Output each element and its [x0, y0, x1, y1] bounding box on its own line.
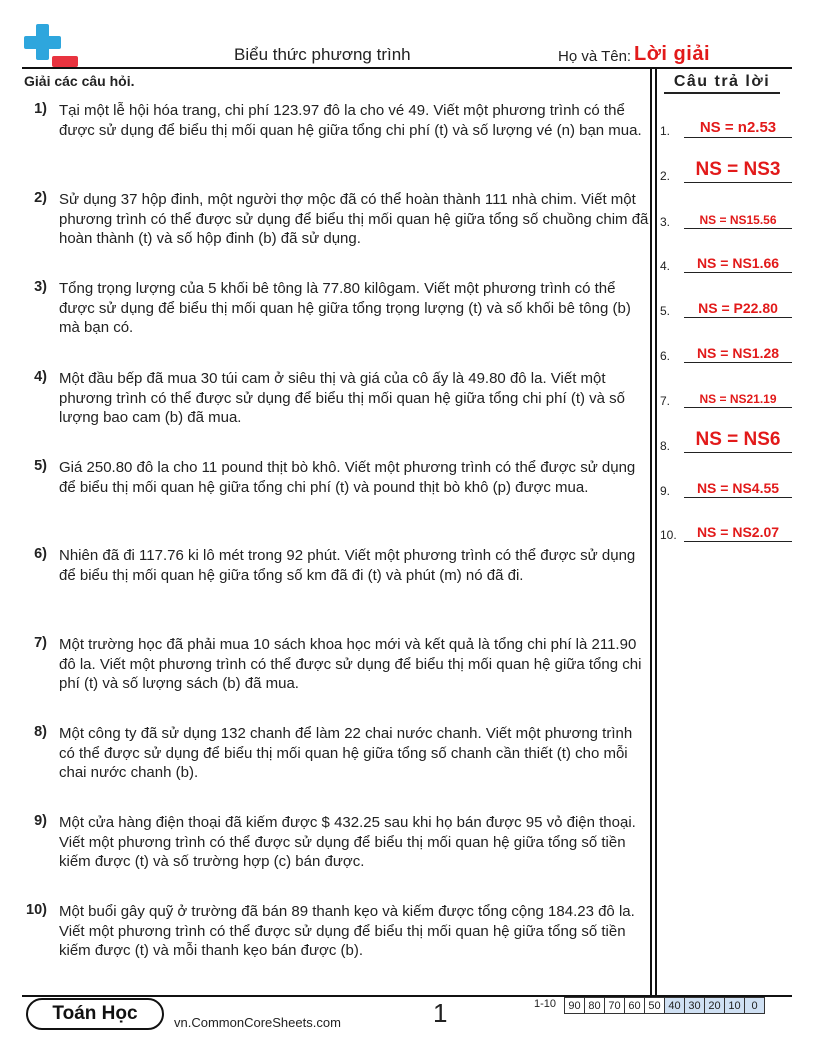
question-number: 2): [34, 190, 47, 206]
answer-text: NS = n2.53: [699, 119, 777, 136]
question-text: Một cửa hàng điện thoại đã kiếm được $ 432.25 sau khi họ bán được 95 vỏ điện thoại. Viết một phương trình có thể được sử dụng để biểu thị mối quan hệ giữa tổng số tiền kiếm được (t) và số trường hợp (c) bán được.: [59, 814, 636, 870]
answer-line: [684, 317, 792, 318]
question-number: 3): [34, 279, 47, 295]
answer-text: NS = P22.80: [698, 300, 778, 316]
website-url: vn.CommonCoreSheets.com: [174, 1015, 341, 1030]
answer-number: 9.: [660, 484, 671, 498]
answer-number: 4.: [660, 259, 671, 273]
score-cell: 90: [565, 998, 585, 1014]
question-text: Một buổi gây quỹ ở trường đã bán 89 thanh kẹo và kiếm được tổng cộng 184.23 đô la. Viết một phương trình có thể được sử dụng để biểu thị mối quan hệ giữa tổng số tiền kiếm được (t) và mỗi thanh kẹo bán được (b).: [59, 903, 635, 959]
logo: [22, 22, 80, 68]
answer-text: NS = NS1.66: [696, 255, 780, 271]
score-cell: 60: [625, 998, 645, 1014]
score-cell: 10: [725, 998, 745, 1014]
score-cell: 50: [645, 998, 665, 1014]
answer-number: 2.: [660, 169, 671, 183]
answer-text: NS = NS6: [695, 429, 781, 450]
answer-6: [660, 341, 792, 363]
score-label: 1-10: [534, 998, 557, 1010]
question-number: 6): [34, 546, 47, 562]
question-text: Nhiên đã đi 117.76 ki lô mét trong 92 phút. Viết một phương trình có thể được sử dụng để biểu thị mối quan hệ giữa tổng số km đã đi (t) và phút (m) nó đã đi.: [59, 547, 636, 584]
name-value: Lời giải: [634, 43, 711, 65]
answer-number: 8.: [660, 439, 671, 453]
answer-text: NS = NS1.28: [696, 345, 780, 361]
page-number: 1: [433, 998, 448, 1028]
top-rule: [22, 67, 792, 69]
answer-5: [660, 296, 792, 318]
question-text: Tổng trọng lượng của 5 khối bê tông là 77.80 kilôgam. Viết một phương trình có thể được sử dụng để biểu thị mối quan hệ giữa tổng trọng lượng (t) và số khối bê tông (b) mà bạn có.: [59, 280, 631, 336]
answers-header: Câu trả lời: [664, 73, 780, 94]
question-number: 5): [34, 458, 47, 474]
score-cell: 40: [665, 998, 685, 1014]
question-text: Tại một lễ hội hóa trang, chi phí 123.97 đô la cho vé 49. Viết một phương trình có thể được sử dụng để biểu thị mối quan hệ giữa tổng chi phí (t) và số lượng vé (n) bạn mua.: [59, 102, 642, 139]
answer-7: [660, 386, 792, 408]
answer-number: 5.: [660, 304, 671, 318]
question-text: Một đầu bếp đã mua 30 túi cam ở siêu thị và giá của cô ấy là 49.80 đô la. Viết một phương trình có thể được sử dụng để biểu thị mối quan hệ giữa tổng chi phí (t) và số lượng bao cam (b) đã mua.: [59, 370, 626, 426]
answer-line: [684, 182, 792, 183]
answer-line: [684, 228, 792, 229]
answer-8: [660, 431, 792, 453]
question-number: 10): [26, 902, 47, 918]
answer-3: [660, 207, 792, 229]
answer-number: 1.: [660, 124, 671, 138]
answer-number: 6.: [660, 349, 671, 363]
score-cell: 30: [685, 998, 705, 1014]
question-text: Sử dụng 37 hộp đinh, một người thợ mộc đã có thể hoàn thành 111 nhà chim. Viết một phương trình có thể được sử dụng để biểu thị mối quan hệ giữa tổng số chuồng chim đã hoàn thành (t) và số hộp đinh (b) đã sử dụng.: [59, 191, 649, 247]
answer-number: 7.: [660, 394, 671, 408]
answer-text: NS = NS4.55: [696, 480, 780, 496]
answer-line: [684, 497, 792, 498]
answer-9: [660, 476, 792, 498]
answer-line: [684, 541, 792, 542]
question-number: 9): [34, 813, 47, 829]
answer-line: [684, 137, 792, 138]
brand-badge: Toán Học: [26, 998, 164, 1030]
instructions: Giải các câu hỏi.: [24, 73, 135, 89]
answer-number: 3.: [660, 215, 671, 229]
question-text: Một công ty đã sử dụng 132 chanh để làm 22 chai nước chanh. Viết một phương trình có thể được sử dụng để biểu thị mối quan hệ giữa tổng số chanh cần thiết (t) cho mỗi chai nước chanh (b).: [59, 725, 633, 781]
answer-line: [684, 452, 792, 453]
answer-text: NS = NS3: [695, 159, 781, 180]
answer-10: [660, 520, 792, 542]
question-number: 7): [34, 635, 47, 651]
answer-1: [660, 116, 792, 138]
question-text: Giá 250.80 đô la cho 11 pound thịt bò khô. Viết một phương trình có thể được sử dụng để biểu thị mối quan hệ giữa tổng chi phí (t) và pound thịt bò khô (p) được mua.: [59, 459, 636, 496]
score-cell: 20: [705, 998, 725, 1014]
question-number: 4): [34, 369, 47, 385]
answer-number: 10.: [660, 528, 677, 542]
column-divider-double: [655, 68, 657, 996]
answer-line: [684, 362, 792, 363]
answer-2: [660, 161, 792, 183]
logo-plus-horizontal: [24, 36, 61, 49]
answer-text: NS = NS15.56: [699, 213, 777, 227]
score-table: [564, 997, 765, 1014]
name-label: Họ và Tên:: [558, 48, 632, 65]
answer-text: NS = NS21.19: [699, 392, 777, 406]
question-text: Một trường học đã phải mua 10 sách khoa học mới và kết quả là tổng chi phí là 211.90 đô la. Viết một phương trình có thể được sử dụng để biểu thị mối quan hệ giữa tổng chi phí (t) và số lượng sách (b) đã mua.: [59, 636, 642, 692]
score-cell: 70: [605, 998, 625, 1014]
answer-4: [660, 251, 792, 273]
score-cell: 0: [745, 998, 765, 1014]
answer-line: [684, 407, 792, 408]
question-number: 1): [34, 101, 47, 117]
score-cell: 80: [585, 998, 605, 1014]
logo-minus: [52, 56, 78, 67]
column-divider: [650, 68, 652, 996]
worksheet-title: Biểu thức phương trình: [234, 45, 411, 64]
answer-text: NS = NS2.07: [696, 524, 780, 540]
answer-line: [684, 272, 792, 273]
question-number: 8): [34, 724, 47, 740]
